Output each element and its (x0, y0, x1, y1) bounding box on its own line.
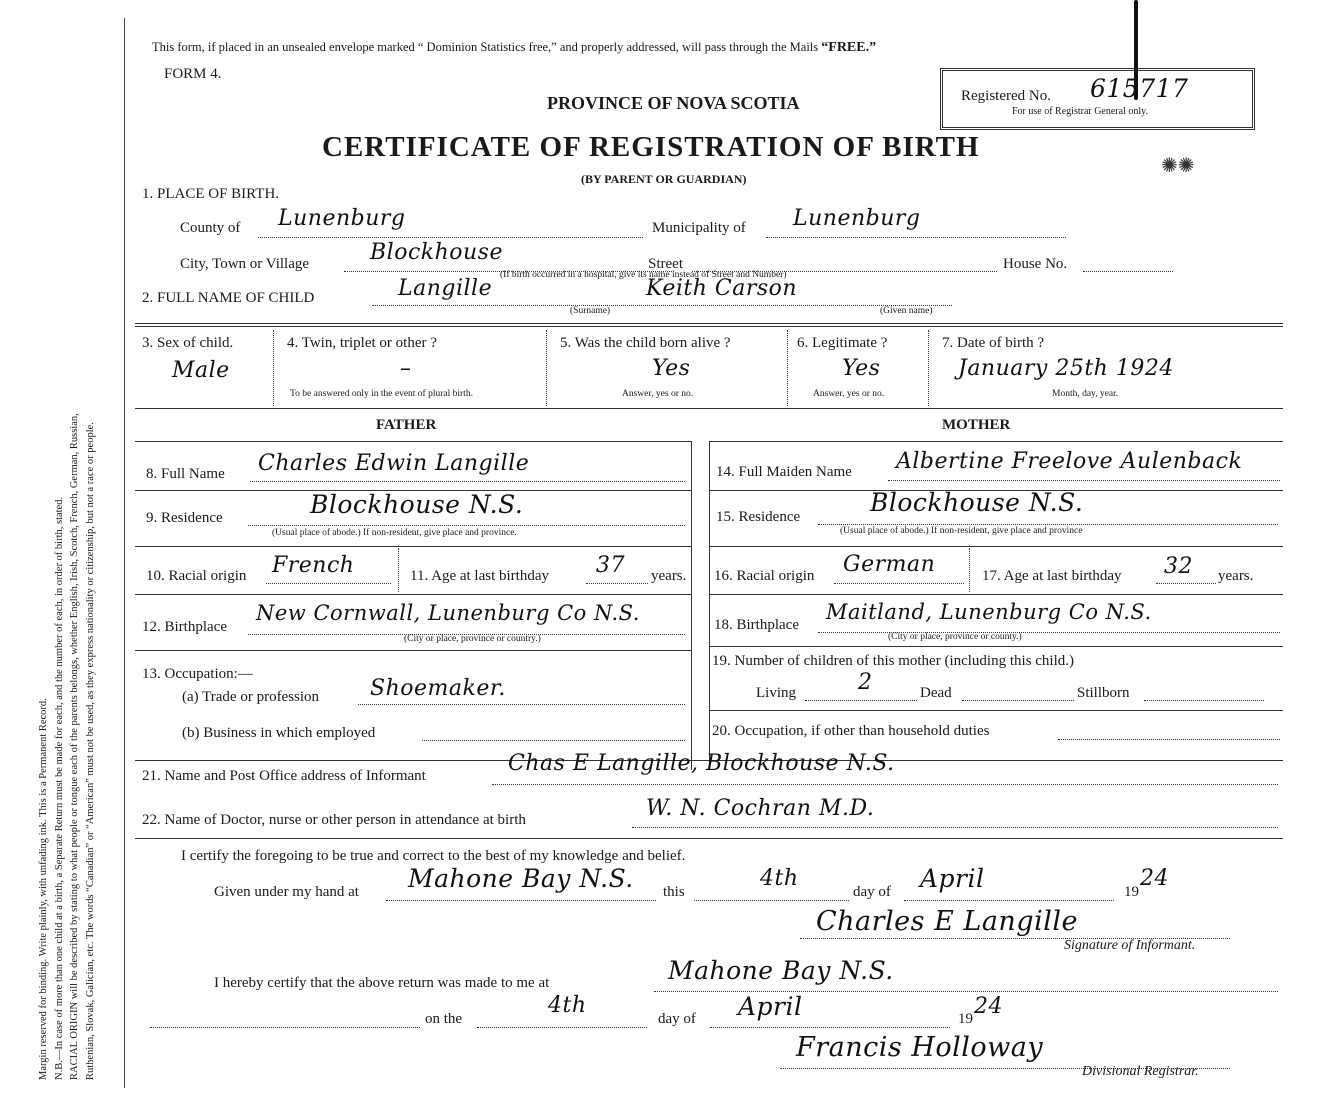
occupation-label: 13. Occupation:— (142, 666, 253, 682)
dob-label: 7. Date of birth ? (942, 335, 1045, 351)
registrar-signature: Francis Holloway (796, 1032, 1044, 1063)
given-this-label: this (663, 884, 685, 900)
registered-label: Registered No. (961, 88, 1051, 104)
ink-stroke (1134, 0, 1138, 100)
legitimate-value: Yes (842, 356, 881, 381)
child-surname: Langille (398, 276, 493, 301)
given-place: Mahone Bay N.S. (408, 864, 634, 893)
margin-instructions (36, 60, 98, 1080)
mother-racial-value: German (843, 552, 936, 577)
municipality-value: Lunenburg (793, 206, 921, 231)
informant-value: Chas E Langille, Blockhouse N.S. (508, 751, 895, 776)
father-heading: FATHER (376, 417, 437, 433)
registrar-place: Mahone Bay N.S. (668, 956, 894, 985)
given-year: 24 (1140, 866, 1169, 891)
father-residence-value: Blockhouse N.S. (310, 490, 524, 519)
doctor-label: 22. Name of Doctor, nurse or other person in attendance at birth (142, 812, 526, 828)
city-label: City, Town or Village (180, 256, 310, 272)
page-subtitle: (BY PARENT OR GUARDIAN) (581, 172, 747, 186)
mother-residence-note: (Usual place of abode.) If non-resident, give place and province (840, 526, 1083, 536)
mother-name-value: Albertine Freelove Aulenback (896, 449, 1243, 474)
registrar-day: 4th (548, 993, 587, 1018)
father-age-value: 37 (596, 553, 625, 578)
registrar-on-the-label: on the (425, 1011, 463, 1027)
father-birthplace-label: 12. Birthplace (142, 619, 227, 635)
dob-note: Month, day, year. (1052, 389, 1119, 399)
father-residence-label: 9. Residence (146, 510, 223, 526)
registrar-day-of-label: day of (658, 1011, 696, 1027)
sex-value: Male (172, 358, 230, 383)
mail-notice: This form, if placed in an unsealed envelope marked “ Dominion Statistics free,” and properly addressed, will pass through the Mails “FREE.” (152, 40, 877, 55)
twin-value: – (400, 356, 412, 381)
registrar-statement: I hereby certify that the above return was made to me at (214, 975, 550, 991)
county-label: County of (180, 220, 241, 236)
trade-value: Shoemaker. (370, 676, 506, 701)
twin-label: 4. Twin, triplet or other ? (287, 335, 437, 351)
father-birthplace-value: New Cornwall, Lunenburg Co N.S. (256, 601, 640, 625)
house-label: House No. (1003, 256, 1068, 272)
stillborn-label: Stillborn (1077, 685, 1130, 701)
child-name-label: 2. FULL NAME OF CHILD (142, 290, 315, 306)
margin-line-1: Margin reserved for binding. Write plainly, with unfading ink. This is a Permanent Record. (38, 698, 49, 1080)
province-heading: PROVINCE OF NOVA SCOTIA (547, 93, 800, 113)
surname-caption: (Surname) (570, 306, 611, 316)
mother-birthplace-label: 18. Birthplace (714, 617, 799, 633)
given-caption: (Given name) (880, 306, 933, 316)
mother-birthplace-note: (City or place, province or county.) (888, 632, 1022, 642)
trade-label: (a) Trade or profession (182, 689, 320, 705)
legitimate-note: Answer, yes or no. (813, 389, 885, 399)
alive-label: 5. Was the child born alive ? (560, 335, 731, 351)
given-day: 4th (760, 866, 799, 891)
municipality-label: Municipality of (652, 220, 746, 236)
stamp-scribble-icon: ✺✺ (1161, 155, 1195, 177)
mother-birthplace-value: Maitland, Lunenburg Co N.S. (826, 600, 1152, 624)
children-label: 19. Number of children of this mother (including this child.) (712, 653, 1075, 669)
child-given-name: Keith Carson (646, 276, 798, 301)
doctor-value: W. N. Cochran M.D. (646, 796, 875, 821)
form-number: FORM 4. (164, 66, 222, 82)
informant-label: 21. Name and Post Office address of Informant (142, 768, 426, 784)
father-name-value: Charles Edwin Langille (258, 451, 530, 476)
legitimate-label: 6. Legitimate ? (797, 335, 888, 351)
living-value: 2 (858, 670, 873, 695)
mother-heading: MOTHER (942, 417, 1011, 433)
registrar-year: 24 (974, 994, 1003, 1019)
page-title: CERTIFICATE OF REGISTRATION OF BIRTH (322, 131, 980, 163)
binding-rule (124, 18, 125, 1088)
father-birthplace-note: (City or place, province or country.) (404, 634, 541, 644)
mother-occupation-label: 20. Occupation, if other than household duties (712, 723, 990, 739)
informant-signature: Charles E Langille (816, 906, 1078, 937)
given-month: April (920, 864, 985, 893)
father-residence-note: (Usual place of abode.) If non-resident, give place and province. (272, 528, 517, 538)
business-label: (b) Business in which employed (182, 725, 376, 741)
mother-age-label: 17. Age at last birthday (982, 568, 1122, 584)
registrar-month: April (738, 992, 803, 1021)
certify-statement: I certify the foregoing to be true and correct to the best of my knowledge and belief. (181, 848, 686, 864)
registered-number: 615717 (1090, 74, 1189, 103)
sex-label: 3. Sex of child. (142, 335, 234, 351)
dead-label: Dead (920, 685, 952, 701)
living-label: Living (756, 685, 796, 701)
mother-age-unit: years. (1218, 568, 1254, 584)
margin-line-2: N.B.—In case of more than one child at a birth, a Separate Return must be made for each, and the number of each, in order of birth, stated. (53, 496, 65, 1080)
mother-racial-label: 16. Racial origin (714, 568, 815, 584)
mother-residence-value: Blockhouse N.S. (870, 488, 1084, 517)
given-label: Given under my hand at (214, 884, 359, 900)
alive-note: Answer, yes or no. (622, 389, 694, 399)
registrar-signature-caption: Divisional Registrar. (1082, 1064, 1199, 1079)
mother-residence-label: 15. Residence (716, 509, 801, 525)
father-racial-label: 10. Racial origin (146, 568, 247, 584)
informant-signature-caption: Signature of Informant. (1064, 938, 1196, 953)
margin-line-3: RACIAL ORIGIN will be described by stating to what people or tongue each of the parents belongs, whether English, Irish, Scotch, French, German, Russian, (69, 413, 80, 1080)
mother-name-label: 14. Full Maiden Name (716, 464, 852, 480)
street-label: Street (648, 256, 683, 272)
margin-line-4: Ruthenian, Slovak, Galician, etc. The words “Canadian” or “American” must not be used, as they express nationality or citizenship, but not a race or people. (84, 422, 96, 1080)
place-of-birth-heading: 1. PLACE OF BIRTH. (142, 186, 280, 202)
dob-value: January 25th 1924 (958, 356, 1174, 381)
father-name-label: 8. Full Name (146, 466, 225, 482)
county-value: Lunenburg (278, 206, 406, 231)
alive-value: Yes (652, 356, 691, 381)
father-age-label: 11. Age at last birthday (410, 568, 549, 584)
mother-age-value: 32 (1164, 554, 1193, 579)
city-value: Blockhouse (370, 240, 503, 265)
given-day-of-label: day of (853, 884, 891, 900)
twin-note: To be answered only in the event of plural birth. (290, 389, 473, 399)
given-year-prefix: 19 (1124, 884, 1139, 900)
registrar-year-prefix: 19 (958, 1011, 973, 1027)
father-age-unit: years. (651, 568, 687, 584)
registrar-note: For use of Registrar General only. (1012, 106, 1148, 117)
father-racial-value: French (272, 553, 355, 578)
hospital-note: (If birth occurred in a hospital, give its name instead of Street and Number) (500, 270, 787, 280)
